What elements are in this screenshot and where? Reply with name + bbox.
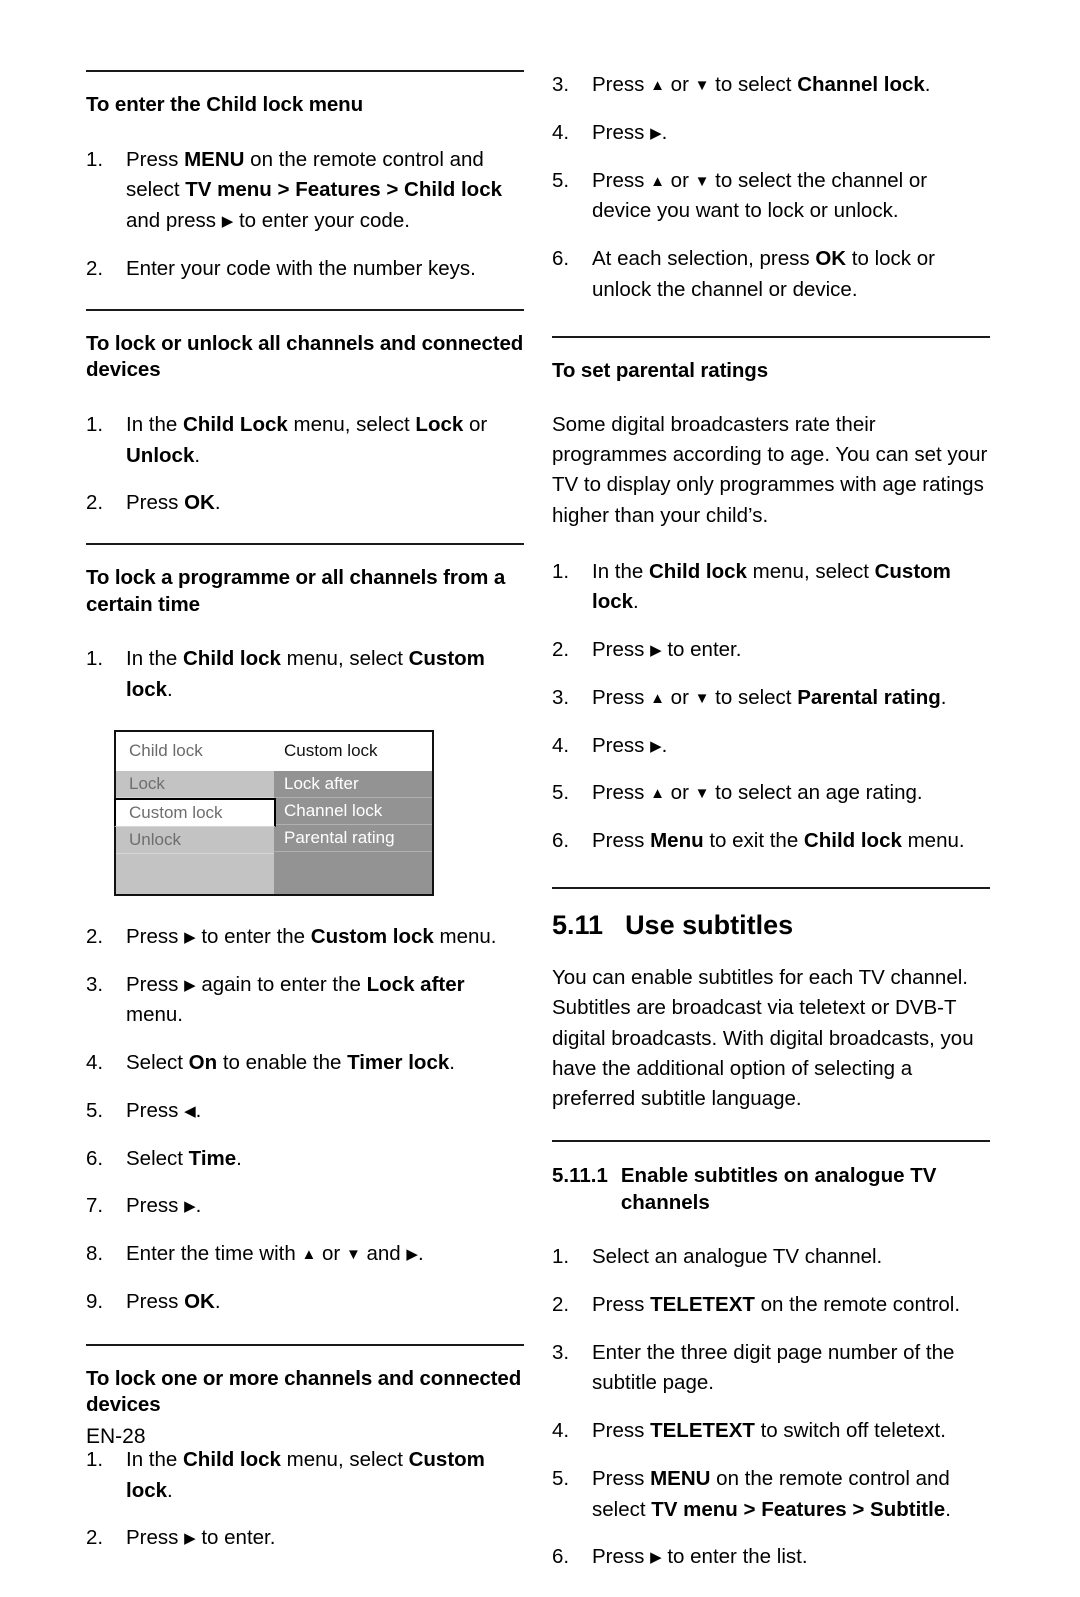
- plain-text: Press: [592, 73, 651, 96]
- plain-text: Press: [126, 972, 185, 996]
- step-number: 4.: [552, 1419, 570, 1442]
- step-text: [126, 1526, 275, 1549]
- instruction-step: [86, 254, 524, 285]
- subsection-number: 5.11.1: [552, 1163, 608, 1187]
- step-text: [126, 1290, 221, 1313]
- plain-text: on the remote control and select: [126, 147, 484, 202]
- plain-text: .: [194, 443, 201, 467]
- plain-text: .: [214, 1289, 221, 1313]
- menu-column-custom-lock: [274, 771, 432, 894]
- plain-text: .: [945, 1497, 951, 1521]
- instruction-step: [86, 1523, 524, 1554]
- plain-text: to enter the: [195, 924, 311, 948]
- instruction-step: [552, 1416, 990, 1447]
- plain-text: Enter the three digit page number of the subtitle page.: [592, 1340, 955, 1395]
- step-text: [592, 1419, 946, 1442]
- section-divider: [552, 336, 990, 338]
- step-number: 2.: [552, 638, 570, 662]
- instruction-step: [86, 644, 524, 706]
- step-number: 8.: [86, 1242, 104, 1266]
- left-column: [86, 70, 524, 1578]
- instruction-step: [552, 826, 990, 857]
- instruction-step: [552, 635, 990, 666]
- instruction-step: [552, 731, 990, 762]
- instruction-step: [86, 1445, 524, 1507]
- step-text: [592, 73, 931, 96]
- menu-item[interactable]: Parental rating: [274, 825, 432, 852]
- direction-arrow-icon: ▶: [221, 213, 234, 231]
- instruction-step: [552, 778, 990, 809]
- plain-text: to switch off teletext.: [754, 1419, 946, 1442]
- direction-arrow-icon: ▼: [694, 77, 710, 94]
- plain-text: or: [664, 73, 695, 96]
- block-title-parental-ratings: To set parental ratings: [552, 358, 769, 382]
- step-text: [592, 169, 927, 223]
- step-text: [126, 1099, 201, 1122]
- step-number: 5.: [552, 1466, 570, 1490]
- plain-text: Select: [126, 1146, 189, 1170]
- menu-item[interactable]: Unlock: [116, 827, 274, 854]
- step-number: 1.: [552, 1245, 570, 1268]
- emphasis-text: OK: [184, 1289, 215, 1313]
- emphasis-text: >: [271, 178, 296, 202]
- step-text: [592, 1293, 960, 1316]
- steps-parental-ratings: [552, 557, 990, 857]
- instruction-step: [552, 1542, 990, 1573]
- section-divider: [86, 309, 524, 311]
- step-text: [126, 973, 465, 1027]
- plain-text: menu, select: [280, 647, 409, 671]
- emphasis-text: Custom lock: [126, 1447, 485, 1502]
- direction-arrow-icon: ▼: [694, 689, 710, 707]
- instruction-step: [86, 488, 524, 519]
- direction-arrow-icon: ▶: [184, 928, 196, 946]
- plain-text: to enter.: [195, 1526, 276, 1550]
- plain-text: .: [195, 1098, 202, 1122]
- emphasis-text: Child lock: [803, 829, 902, 853]
- plain-text: to select: [709, 685, 798, 709]
- step-number: 5.: [86, 1098, 104, 1122]
- emphasis-text: Child Lock: [183, 412, 288, 436]
- emphasis-text: MENU: [184, 147, 245, 171]
- emphasis-text: TV menu: [651, 1497, 738, 1521]
- instruction-step: [86, 1096, 524, 1127]
- plain-text: In the: [126, 412, 183, 436]
- plain-text: .: [167, 678, 173, 702]
- direction-arrow-icon: ▶: [650, 1549, 662, 1567]
- plain-text: .: [661, 120, 668, 144]
- step-number: 1.: [86, 647, 104, 671]
- emphasis-text: Features: [761, 1497, 847, 1521]
- emphasis-text: Parental rating: [797, 685, 941, 709]
- section-divider: [552, 887, 990, 889]
- step-number: 6.: [552, 1545, 570, 1569]
- step-text: [592, 1341, 954, 1395]
- plain-text: In the: [126, 647, 183, 671]
- plain-text: Press: [592, 638, 651, 662]
- step-text: [592, 829, 965, 852]
- plain-text: At each selection, press: [592, 247, 816, 270]
- step-text: [592, 734, 667, 757]
- step-text: [126, 1051, 455, 1074]
- emphasis-text: Custom lock: [126, 647, 485, 702]
- plain-text: to enter.: [661, 638, 742, 662]
- plain-text: Press: [592, 1466, 651, 1490]
- step-text: [592, 560, 951, 614]
- menu-body: [116, 771, 432, 894]
- plain-text: to select the channel or device you want to lock or unlock.: [592, 168, 928, 223]
- plain-text: to select an age rating.: [709, 781, 923, 805]
- instruction-step: [86, 1048, 524, 1079]
- step-number: 2.: [552, 1292, 570, 1316]
- steps-channel-lock-continued: [552, 70, 990, 306]
- menu-item[interactable]: Lock after: [274, 771, 432, 798]
- direction-arrow-icon: ▶: [184, 1530, 196, 1548]
- plain-text: Press: [126, 924, 185, 948]
- plain-text: .: [214, 491, 221, 515]
- menu-header-custom-lock: Custom lock: [284, 741, 378, 761]
- plain-text: Press: [126, 1098, 185, 1122]
- block-title-lock-programme-time: To lock a programme or all channels from a certain time: [86, 566, 506, 616]
- plain-text: .: [449, 1051, 455, 1075]
- step-number: 7.: [86, 1194, 104, 1218]
- step-text: [126, 1448, 485, 1502]
- block-title-lock-one-or-more: To lock one or more channels and connected devices: [86, 1366, 522, 1417]
- instruction-step: [552, 557, 990, 619]
- direction-arrow-icon: ▶: [650, 642, 662, 660]
- parental-ratings-paragraph: Some digital broadcasters rate their programmes according to age. You can set your TV to display only programmes with age ratings higher than your child’s.: [552, 413, 988, 527]
- section-number: 5.11: [552, 909, 604, 940]
- section-divider: [552, 1140, 990, 1142]
- emphasis-text: Custom lock: [310, 924, 434, 948]
- emphasis-text: >: [380, 178, 405, 202]
- section-divider: [86, 1344, 524, 1346]
- emphasis-text: Time: [188, 1146, 237, 1170]
- step-text: [592, 781, 923, 804]
- plain-text: or: [664, 685, 695, 709]
- step-number: 9.: [86, 1289, 104, 1313]
- plain-text: on the remote control.: [754, 1292, 961, 1316]
- plain-text: or: [316, 1242, 346, 1266]
- emphasis-text: MENU: [650, 1466, 711, 1490]
- emphasis-text: TV menu: [185, 178, 272, 202]
- block-title-enter-child-lock: To enter the Child lock menu: [86, 93, 364, 116]
- child-lock-menu-screenshot: [114, 730, 434, 896]
- step-text: [126, 1147, 242, 1170]
- plain-text: Enter the time with: [126, 1242, 302, 1266]
- plain-text: Press: [592, 829, 651, 853]
- instruction-step: [86, 1191, 524, 1222]
- menu-item-selected[interactable]: Custom lock: [114, 798, 276, 827]
- plain-text: .: [236, 1146, 242, 1170]
- plain-text: and: [360, 1242, 407, 1266]
- menu-empty-row: [274, 852, 432, 892]
- menu-column-child-lock: [116, 771, 274, 894]
- direction-arrow-icon: ▶: [184, 976, 196, 994]
- step-text: [126, 1194, 201, 1217]
- plain-text: to enter the list.: [661, 1545, 808, 1569]
- plain-text: Press: [592, 733, 651, 757]
- emphasis-text: Features: [295, 178, 381, 202]
- emphasis-text: Child lock: [649, 559, 747, 583]
- direction-arrow-icon: ▲: [650, 689, 665, 707]
- plain-text: Press: [592, 1419, 651, 1442]
- instruction-step: [86, 410, 524, 472]
- menu-item[interactable]: Channel lock: [274, 798, 432, 825]
- direction-arrow-icon: ▶: [406, 1246, 418, 1264]
- plain-text: .: [195, 1194, 202, 1218]
- plain-text: Press: [126, 1526, 185, 1550]
- plain-text: to enter your code.: [233, 209, 410, 233]
- step-number: 6.: [552, 247, 570, 270]
- instruction-step: [552, 1290, 990, 1321]
- plain-text: again to enter the: [195, 972, 367, 996]
- instruction-step: [86, 145, 524, 237]
- plain-text: menu, select: [287, 412, 416, 436]
- step-text: [592, 1545, 808, 1568]
- direction-arrow-icon: ▲: [650, 172, 665, 190]
- menu-item[interactable]: Lock: [116, 771, 274, 798]
- plain-text: on the remote control and select: [592, 1466, 950, 1521]
- steps-lock-programme-time-before: [86, 644, 524, 706]
- direction-arrow-icon: ▶: [650, 737, 662, 755]
- subsection-title-text: Enable subtitles on analogue TV channels: [620, 1163, 937, 1214]
- emphasis-text: Menu: [650, 829, 704, 853]
- steps-lock-unlock-all: [86, 410, 524, 519]
- step-number: 3.: [552, 1340, 570, 1364]
- plain-text: Press: [592, 168, 651, 192]
- steps-lock-one-or-more: [86, 1445, 524, 1554]
- steps-lock-programme-time-after: [86, 922, 524, 1318]
- step-text: [592, 638, 741, 661]
- plain-text: .: [924, 73, 931, 96]
- plain-text: or: [463, 412, 488, 436]
- section-divider: [86, 543, 524, 545]
- subsection-heading-enable-subtitles: [552, 1162, 990, 1216]
- plain-text: Press: [592, 1545, 651, 1569]
- step-number: 6.: [86, 1146, 104, 1170]
- plain-text: Enter your code with the number keys.: [126, 256, 476, 280]
- plain-text: Press: [126, 1289, 185, 1313]
- menu-empty-row: [116, 854, 274, 894]
- direction-arrow-icon: ▶: [650, 124, 662, 142]
- step-text: [592, 121, 667, 144]
- direction-arrow-icon: ▲: [650, 77, 665, 94]
- step-text: [592, 686, 946, 709]
- step-number: 4.: [86, 1051, 104, 1075]
- use-subtitles-paragraph: You can enable subtitles for each TV channel. Subtitles are broadcast via teletext or DVB-T digital broadcasts. With digital broadcasts, you have the additional option of selecting a preferred subtitle language.: [552, 966, 974, 1110]
- plain-text: In the: [592, 559, 649, 583]
- step-text: [126, 925, 496, 948]
- section-heading-use-subtitles: [552, 909, 990, 941]
- plain-text: Press: [126, 1194, 185, 1218]
- emphasis-text: Child lock: [404, 178, 503, 202]
- direction-arrow-icon: ▲: [650, 785, 665, 803]
- plain-text: or: [664, 168, 695, 192]
- direction-arrow-icon: ▶: [184, 1198, 196, 1216]
- step-number: 3.: [86, 972, 104, 996]
- emphasis-text: OK: [184, 491, 215, 515]
- step-text: [126, 257, 476, 280]
- emphasis-text: Subtitle: [870, 1497, 946, 1521]
- plain-text: .: [633, 590, 639, 614]
- plain-text: to enable the: [217, 1051, 348, 1075]
- step-number: 4.: [552, 120, 570, 144]
- step-text: [592, 1467, 951, 1521]
- instruction-step: [86, 1239, 524, 1270]
- instruction-step: [86, 970, 524, 1032]
- plain-text: Select an analogue TV channel.: [592, 1245, 883, 1268]
- block-title-lock-unlock-all: To lock or unlock all channels and connected devices: [86, 331, 524, 382]
- emphasis-text: Timer lock: [347, 1051, 450, 1075]
- instruction-step: [552, 244, 990, 306]
- step-text: [126, 647, 485, 701]
- direction-arrow-icon: ▼: [694, 172, 710, 190]
- step-number: 3.: [552, 685, 570, 709]
- instruction-step: [552, 1242, 990, 1273]
- instruction-step: [552, 683, 990, 714]
- plain-text: Press: [592, 120, 651, 144]
- instruction-step: [552, 1464, 990, 1526]
- emphasis-text: Unlock: [126, 443, 195, 467]
- step-number: 1.: [86, 412, 104, 436]
- plain-text: and press: [126, 209, 222, 233]
- instruction-step: [86, 922, 524, 953]
- instruction-step: [552, 118, 990, 149]
- step-number: 5.: [552, 781, 570, 805]
- emphasis-text: On: [188, 1051, 218, 1075]
- step-number: 1.: [86, 1447, 104, 1471]
- instruction-step: [86, 1144, 524, 1175]
- plain-text: Press: [592, 781, 651, 805]
- instruction-step: [552, 166, 990, 228]
- emphasis-text: >: [737, 1497, 762, 1521]
- step-text: [126, 491, 221, 514]
- plain-text: .: [167, 1478, 173, 1502]
- emphasis-text: >: [846, 1497, 871, 1521]
- emphasis-text: Lock: [415, 412, 464, 436]
- plain-text: .: [661, 733, 668, 757]
- plain-text: Press: [592, 685, 651, 709]
- step-text: [592, 1245, 882, 1268]
- plain-text: menu.: [433, 924, 497, 948]
- section-title-text: Use subtitles: [625, 909, 794, 940]
- step-number: 2.: [86, 924, 104, 948]
- plain-text: menu.: [901, 829, 965, 853]
- step-text: [126, 148, 502, 233]
- plain-text: menu, select: [746, 559, 875, 583]
- emphasis-text: Channel lock: [797, 73, 925, 96]
- page-number: EN-28: [86, 1425, 146, 1448]
- section-divider: [86, 70, 524, 72]
- menu-header-child-lock: Child lock: [129, 741, 203, 761]
- instruction-step: [552, 70, 990, 101]
- step-number: 1.: [552, 559, 570, 583]
- plain-text: .: [417, 1242, 424, 1266]
- plain-text: menu, select: [280, 1447, 409, 1471]
- step-text: [126, 1242, 424, 1265]
- steps-enter-child-lock: [86, 145, 524, 285]
- step-text: [592, 247, 935, 301]
- emphasis-text: TELETEXT: [650, 1419, 755, 1442]
- plain-text: .: [940, 685, 947, 709]
- step-number: 1.: [86, 147, 104, 171]
- step-number: 4.: [552, 733, 570, 757]
- step-number: 3.: [552, 73, 570, 96]
- plain-text: to select: [709, 73, 798, 96]
- step-number: 6.: [552, 829, 570, 853]
- emphasis-text: OK: [815, 247, 847, 270]
- emphasis-text: Custom lock: [592, 559, 951, 614]
- emphasis-text: Lock after: [366, 972, 465, 996]
- step-number: 2.: [86, 491, 104, 515]
- plain-text: menu.: [126, 1003, 183, 1027]
- plain-text: Press: [592, 1292, 651, 1316]
- plain-text: or: [664, 781, 695, 805]
- direction-arrow-icon: ▲: [301, 1246, 317, 1264]
- direction-arrow-icon: ▼: [694, 785, 710, 803]
- plain-text: to exit the: [703, 829, 804, 853]
- instruction-step: [86, 1287, 524, 1318]
- emphasis-text: TELETEXT: [650, 1292, 755, 1316]
- step-text: [126, 413, 487, 467]
- step-number: 2.: [86, 256, 104, 280]
- menu-header-row: [116, 732, 432, 771]
- plain-text: In the: [126, 1447, 183, 1471]
- right-column: [552, 70, 990, 1597]
- direction-arrow-icon: ◀: [184, 1102, 196, 1120]
- steps-enable-subtitles-analogue: [552, 1242, 990, 1573]
- emphasis-text: Child lock: [183, 647, 281, 671]
- direction-arrow-icon: ▼: [345, 1246, 361, 1264]
- step-number: 5.: [552, 168, 570, 192]
- plain-text: Select: [126, 1051, 189, 1075]
- step-number: 2.: [86, 1526, 104, 1550]
- emphasis-text: Child lock: [183, 1447, 281, 1471]
- plain-text: to lock or unlock the channel or device.: [592, 247, 935, 301]
- plain-text: Press: [126, 147, 185, 171]
- plain-text: Press: [126, 491, 185, 515]
- instruction-step: [552, 1338, 990, 1400]
